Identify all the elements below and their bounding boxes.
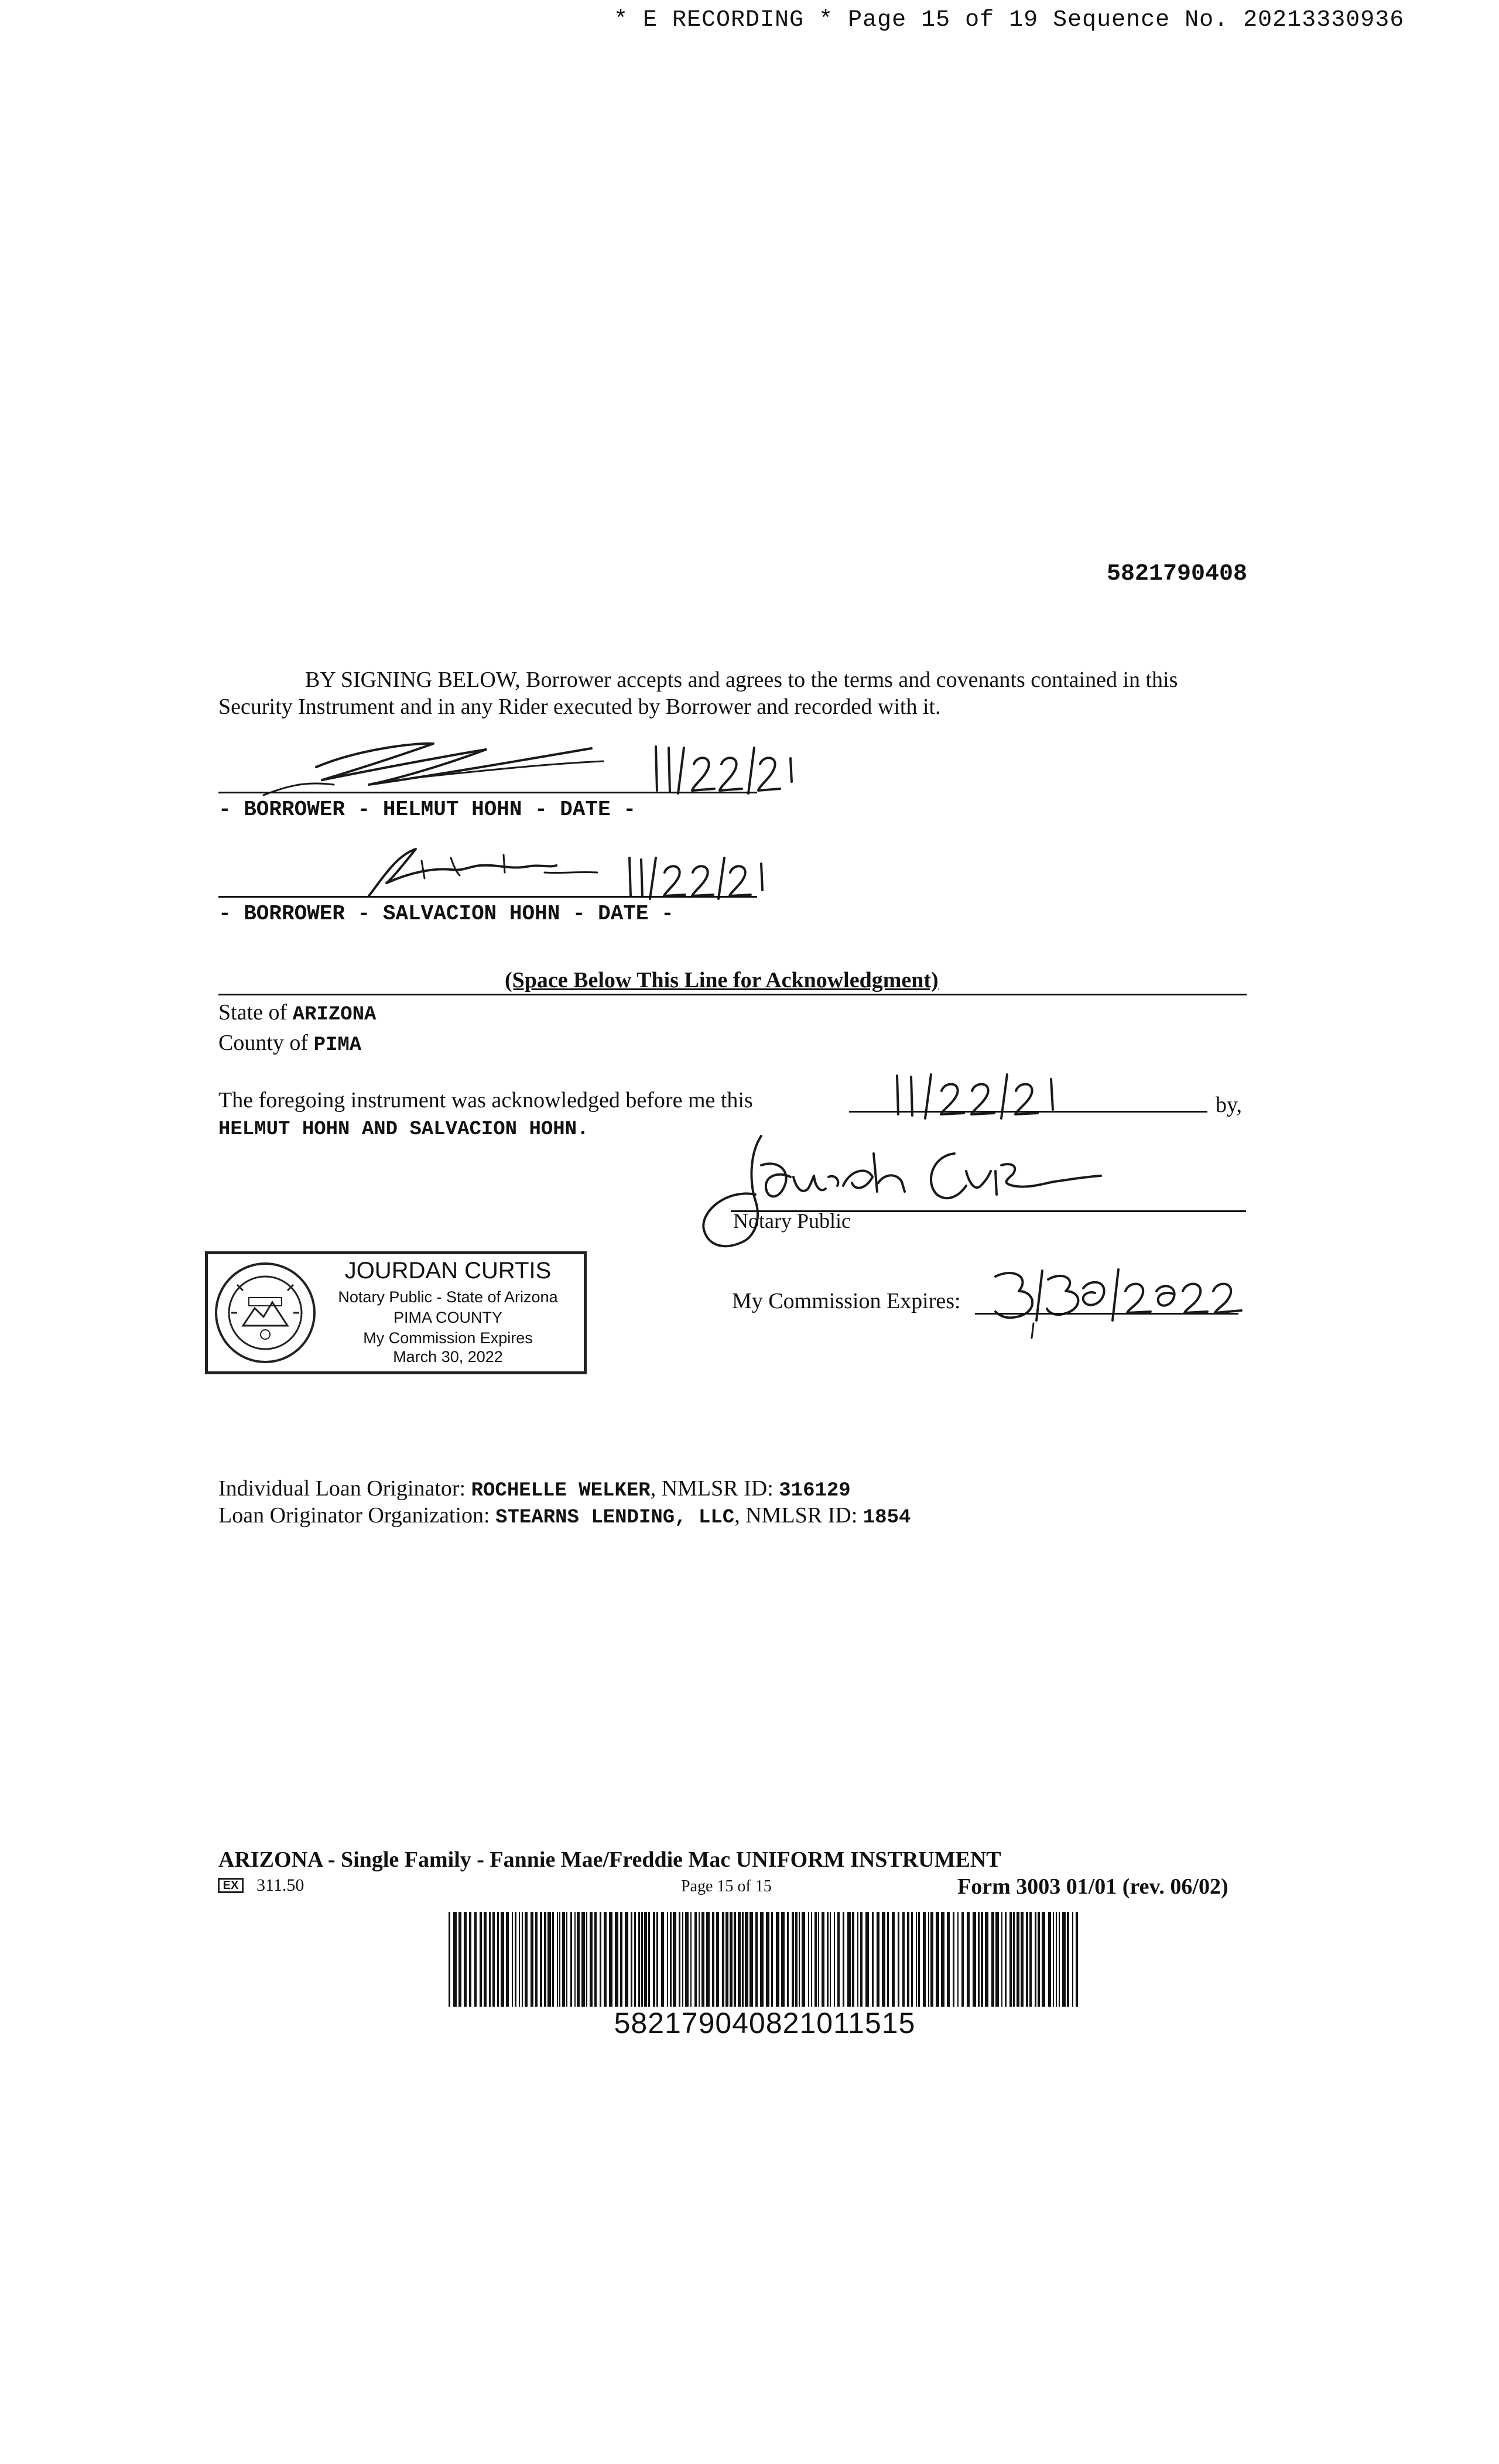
commission-date-line <box>975 1313 1238 1315</box>
borrower-1-caption: - BORROWER - HELMUT HOHN - DATE - <box>218 798 636 822</box>
footer-title: ARIZONA - Single Family - Fannie Mae/Freddie Mac UNIFORM INSTRUMENT <box>218 1847 1001 1872</box>
commission-expires-label: My Commission Expires: <box>732 1289 961 1313</box>
state-label: State of <box>218 1000 288 1025</box>
stamp-line-4: March 30, 2022 <box>393 1348 503 1366</box>
state-seal-icon <box>214 1261 317 1364</box>
acknowledgment-date-line <box>849 1111 1207 1113</box>
state-line <box>218 1000 376 1026</box>
commission-date-handwritten <box>990 1265 1247 1344</box>
footer-form-number: Form 3003 01/01 (rev. 06/02) <box>957 1874 1228 1899</box>
organization-id-label: , NMLSR ID: <box>734 1503 858 1528</box>
stamp-line-1: Notary Public - State of Arizona <box>338 1288 558 1306</box>
signing-statement: BY SIGNING BELOW, Borrower accepts and agrees to the terms and covenants contained in this Security Instrument and in any Rider executed by Borrower and recorded with it. <box>218 668 1178 719</box>
stamp-line-3: My Commission Expires <box>363 1329 533 1347</box>
state-value: ARIZONA <box>292 1004 377 1026</box>
loan-originator-organization <box>218 1503 911 1529</box>
notary-signature <box>691 1130 1113 1282</box>
individual-loan-originator <box>218 1476 851 1502</box>
foregoing-statement: The foregoing instrument was acknowledged before me this <box>218 1088 753 1113</box>
by-text: by, <box>1216 1093 1243 1117</box>
individual-originator-name: ROCHELLE WELKER <box>471 1480 651 1502</box>
recording-header: * E RECORDING * Page 15 of 19 Sequence No. 20213330936 <box>614 7 1405 33</box>
loan-number: 5821790408 <box>1107 561 1248 587</box>
individual-id-label: , NMLSR ID: <box>650 1476 774 1501</box>
borrower-2-caption: - BORROWER - SALVACION HOHN - DATE - <box>218 902 674 926</box>
acknowledgment-date-handwritten <box>890 1069 1083 1124</box>
organization-label: Loan Originator Organization: <box>218 1503 490 1528</box>
notary-stamp <box>205 1251 587 1374</box>
notary-public-label: Notary Public <box>733 1209 851 1233</box>
stamp-notary-name: JOURDAN CURTIS <box>344 1258 552 1284</box>
individual-id-value: 316129 <box>779 1480 851 1502</box>
county-label: County of <box>218 1031 309 1055</box>
footer-code: 311.50 <box>256 1876 304 1895</box>
borrower-2-signature <box>351 837 621 902</box>
individual-originator-label: Individual Loan Originator: <box>218 1476 466 1501</box>
footer-page-number: Page 15 of 15 <box>681 1877 772 1895</box>
borrower-2-date-handwritten <box>624 849 782 908</box>
county-value: PIMA <box>313 1034 362 1056</box>
organization-name: STEARNS LENDING, LLC <box>495 1507 735 1529</box>
stamp-line-2: PIMA COUNTY <box>393 1309 503 1326</box>
acknowledged-names: HELMUT HOHN AND SALVACION HOHN. <box>218 1118 589 1141</box>
barcode-icon <box>449 1912 1081 2007</box>
borrower-2-signature-line <box>218 896 757 898</box>
borrower-1-signature-line <box>218 792 757 793</box>
organization-id-value: 1854 <box>863 1507 911 1529</box>
barcode-number: 582179040821011515 <box>614 2007 916 2039</box>
acknowledgment-heading: (Space Below This Line for Acknowledgment) <box>505 968 939 993</box>
form-code-icon: EX <box>218 1878 244 1893</box>
acknowledgment-rule <box>218 994 1247 995</box>
county-line <box>218 1030 361 1056</box>
